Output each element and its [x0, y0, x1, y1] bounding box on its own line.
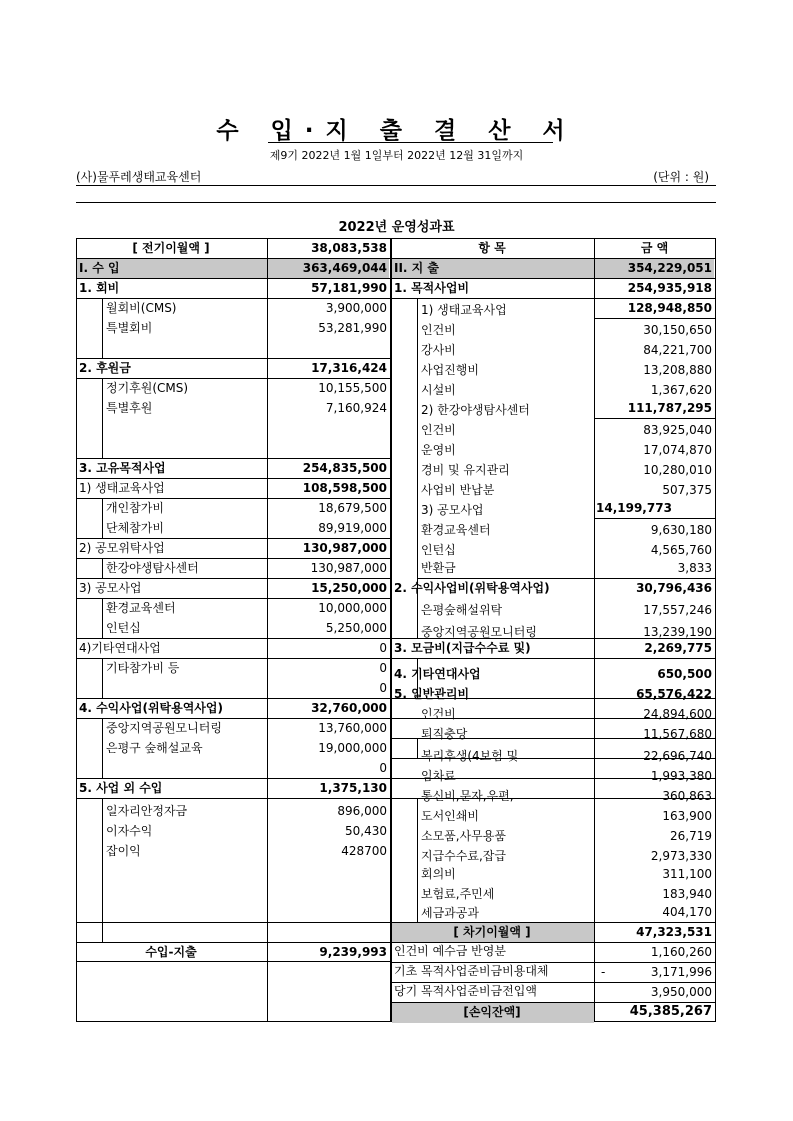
general-item-value: 1,993,380: [650, 769, 712, 783]
public-expense-label: 3) 공모사업: [421, 503, 484, 517]
public-income-item-value: 10,000,000: [318, 601, 387, 615]
general-item-value: 24,894,600: [643, 707, 712, 721]
general-item-value: 360,863: [662, 789, 712, 803]
revenue-expense-value: 30,796,436: [636, 581, 712, 595]
revenue-expense-item-value: 17,557,246: [643, 603, 712, 617]
dues-label: 1. 회비: [79, 281, 120, 295]
other-income-label: 5. 사업 외 수입: [79, 781, 163, 795]
adjustment-value: 3,950,000: [650, 985, 712, 999]
header-rule: [76, 185, 716, 186]
solidarity-income-label: 4)기타연대사업: [79, 641, 161, 655]
general-item-value: 11,567,680: [643, 727, 712, 741]
han-expense-item-value: 507,375: [662, 483, 712, 497]
general-item-value: 163,900: [662, 809, 712, 823]
contest-income-value: 130,987,000: [302, 541, 387, 555]
adjustment-label: 당기 목적사업준비금전입액: [394, 984, 537, 998]
dues-value: 57,181,990: [311, 281, 387, 295]
purpose-income-label: 3. 고유목적사업: [79, 461, 166, 475]
solidarity-expense-value: 650,500: [657, 667, 712, 681]
edu-income-value: 108,598,500: [302, 481, 387, 495]
dues-item-value: 53,281,990: [318, 321, 387, 335]
solidarity-income-item-label: 기타참가비 등: [106, 661, 180, 675]
item-header: 항 목: [478, 241, 506, 255]
expense-label: II. 지 출: [394, 261, 440, 275]
expense-value: 354,229,051: [627, 261, 712, 275]
revenue-income-value: 32,760,000: [311, 701, 387, 715]
net-balance-label: [손익잔액]: [463, 1005, 521, 1019]
general-expense-value: 65,576,422: [636, 687, 712, 701]
public-expense-item-label: 인턴십: [421, 543, 456, 557]
other-income-item-value: 50,430: [345, 824, 387, 838]
han-expense-item-value: 10,280,010: [643, 463, 712, 477]
revenue-expense-item-value: 13,239,190: [643, 625, 712, 639]
public-income-value: 15,250,000: [311, 581, 387, 595]
edu-income-item-value: 18,679,500: [318, 501, 387, 515]
contest-income-label: 2) 공모위탁사업: [79, 541, 165, 555]
carry-out-label: [ 차기이월액 ]: [453, 925, 531, 939]
carry-in-value: 38,083,538: [311, 241, 387, 255]
revenue-expense-item-label: 은평숲해설위탁: [421, 603, 503, 617]
carry-in-label: [ 전기이월액 ]: [132, 241, 210, 255]
adjustment-sign: -: [601, 965, 606, 979]
revenue-income-item-label: 은평구 숲해설교육: [106, 741, 203, 755]
other-income-item-label: 잡이익: [106, 844, 141, 858]
purpose-expense-value: 254,935,918: [627, 281, 712, 295]
public-expense-item-label: 환경교육센터: [421, 523, 491, 537]
edu-expense-item-label: 사업진행비: [421, 363, 479, 377]
fundraising-label: 3. 모금비(지급수수료 및): [394, 641, 531, 655]
solidarity-expense-label: 4. 기타연대사업: [394, 667, 481, 681]
han-expense-item-label: 경비 및 유지관리: [421, 463, 510, 477]
general-item-label: 인건비: [421, 707, 456, 721]
general-item-label: 회의비: [421, 867, 456, 881]
organization-name: (사)물푸레생태교육센터: [76, 170, 202, 184]
edu-expense-item-value: 84,221,700: [643, 343, 712, 357]
fiscal-period: 제9기 2022년 1월 1일부터 2022년 12월 31일까지: [269, 149, 524, 162]
edu-income-item-label: 개인참가비: [106, 501, 164, 515]
general-item-label: 소모품,사무용품: [421, 829, 506, 843]
public-expense-item-value: 3,833: [677, 561, 712, 575]
contest-income-item-value: 130,987,000: [310, 561, 387, 575]
edu-expense-item-label: 인건비: [421, 323, 456, 337]
han-expense-item-value: 83,925,040: [643, 423, 712, 437]
revenue-income-label: 4. 수익사업(위탁용역사업): [79, 701, 223, 715]
other-income-item-label: 이자수익: [106, 824, 153, 838]
general-item-label: 통신비,문자,우편,: [421, 789, 514, 803]
header-rule-2: [76, 202, 716, 203]
general-item-label: 퇴직충당: [421, 727, 468, 741]
han-expense-item-label: 인건비: [421, 423, 456, 437]
carry-out-value: 47,323,531: [636, 925, 712, 939]
edu-income-item-label: 단체참가비: [106, 521, 164, 535]
general-item-value: 311,100: [662, 867, 712, 881]
adjustment-value: 1,160,260: [650, 945, 712, 959]
revenue-income-item-value: 19,000,000: [318, 741, 387, 755]
donation-item-value: 10,155,500: [318, 381, 387, 395]
general-item-label: 임차료: [421, 769, 456, 783]
other-income-value: 1,375,130: [319, 781, 387, 795]
revenue-expense-item-label: 중앙지역공원모니터링: [421, 625, 537, 639]
title-underline: [268, 142, 553, 143]
purpose-expense-label: 1. 목적사업비: [394, 281, 470, 295]
han-expense-label: 2) 한강야생탐사센터: [421, 403, 530, 417]
income-value: 363,469,044: [302, 261, 387, 275]
general-item-value: 22,696,740: [643, 749, 712, 763]
fundraising-value: 2,269,775: [644, 641, 712, 655]
dues-item-label: 월회비(CMS): [106, 301, 177, 315]
adjustment-label: 인건비 예수금 반영분: [394, 944, 506, 958]
general-expense-label: 5. 일반관리비: [394, 687, 470, 701]
document-title: 수 입·지 출 결 산 서: [216, 118, 577, 144]
revenue-income-item-label: 중앙지역공원모니터링: [106, 721, 222, 735]
statement-table: [76, 238, 716, 1022]
general-item-label: 복리후생(4보험 및: [421, 749, 519, 763]
public-income-item-value: 5,250,000: [325, 621, 387, 635]
edu-expense-value: 128,948,850: [627, 301, 712, 315]
edu-expense-item-value: 30,150,650: [643, 323, 712, 337]
donation-item-value: 7,160,924: [325, 401, 387, 415]
donations-value: 17,316,424: [311, 361, 387, 375]
purpose-income-value: 254,835,500: [302, 461, 387, 475]
edu-expense-label: 1) 생태교육사업: [421, 303, 507, 317]
donation-item-label: 특별후원: [106, 401, 153, 415]
revenue-extra-value: 0: [379, 761, 387, 775]
donations-label: 2. 후원금: [79, 361, 131, 375]
adjustment-value: 3,171,996: [650, 965, 712, 979]
general-item-value: 26,719: [670, 829, 712, 843]
general-item-label: 보험료,주민세: [421, 887, 495, 901]
general-item-value: 2,973,330: [650, 849, 712, 863]
currency-unit: (단위 : 원): [653, 170, 709, 184]
other-income-item-value: 896,000: [337, 804, 387, 818]
edu-expense-item-value: 1,367,620: [650, 383, 712, 397]
general-item-value: 183,940: [662, 887, 712, 901]
edu-income-item-value: 89,919,000: [318, 521, 387, 535]
other-income-item-value: 428700: [341, 844, 387, 858]
adjustment-label: 기초 목적사업준비금비용대체: [394, 964, 549, 978]
solidarity-income-item-value: 0: [379, 661, 387, 675]
han-expense-item-value: 17,074,870: [643, 443, 712, 457]
public-income-label: 3) 공모사업: [79, 581, 142, 595]
revenue-income-item-value: 13,760,000: [318, 721, 387, 735]
dues-item-label: 특별회비: [106, 321, 153, 335]
han-expense-item-label: 운영비: [421, 443, 456, 457]
revenue-expense-label: 2. 수익사업비(위탁용역사업): [394, 581, 550, 595]
general-item-label: 도서인쇄비: [421, 809, 479, 823]
edu-income-label: 1) 생태교육사업: [79, 481, 165, 495]
edu-expense-item-value: 13,208,880: [643, 363, 712, 377]
public-expense-item-value: 9,630,180: [650, 523, 712, 537]
han-expense-item-label: 사업비 반납분: [421, 483, 495, 497]
dues-item-value: 3,900,000: [325, 301, 387, 315]
purpose-extra-value: 0: [379, 681, 387, 695]
public-income-item-label: 인턴십: [106, 621, 141, 635]
net-balance-value: 45,385,267: [629, 1004, 712, 1019]
other-income-item-label: 일자리안정자금: [106, 804, 188, 818]
sheet-title: 2022년 운영성과표: [338, 220, 455, 235]
solidarity-income-value: 0: [379, 641, 387, 655]
contest-income-item-label: 한강야생탐사센터: [106, 561, 199, 575]
general-item-value: 404,170: [662, 905, 712, 919]
balance-label: 수입-지출: [145, 945, 197, 959]
public-expense-value: 14,199,773: [596, 501, 672, 515]
general-item-label: 지급수수료,잡급: [421, 849, 506, 863]
han-expense-value: 111,787,295: [627, 401, 712, 415]
balance-value: 9,239,993: [319, 945, 387, 959]
donation-item-label: 정기후원(CMS): [106, 381, 189, 395]
public-expense-item-value: 4,565,760: [650, 543, 712, 557]
public-income-item-label: 환경교육센터: [106, 601, 176, 615]
general-item-label: 세금과공과: [421, 906, 479, 920]
amount-header: 금 액: [640, 241, 669, 255]
edu-expense-item-label: 강사비: [421, 343, 456, 357]
edu-expense-item-label: 시설비: [421, 383, 456, 397]
public-expense-item-label: 반환금: [421, 561, 456, 575]
income-label: I. 수 입: [79, 261, 120, 275]
